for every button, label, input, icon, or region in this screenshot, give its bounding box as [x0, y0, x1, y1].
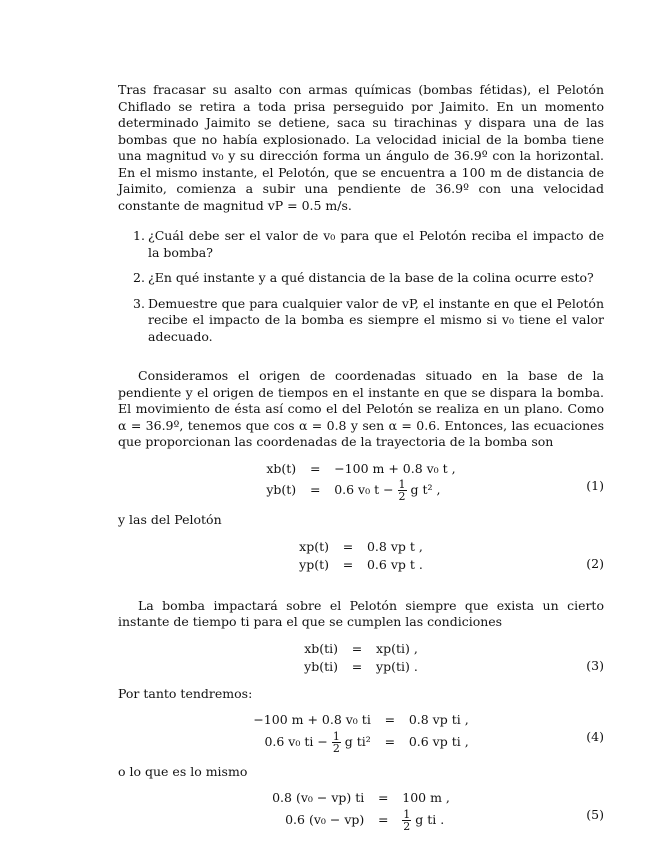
eq-rhs: 100 m , [402, 790, 450, 805]
equation-4 [118, 711, 604, 755]
equation-5 [118, 789, 604, 833]
eq-equals: = [351, 640, 363, 656]
question-number: 1. [133, 228, 145, 243]
eq-equals: = [309, 460, 321, 476]
equation-1 [118, 460, 604, 504]
eq-lhs: xb(t) [266, 460, 297, 476]
eq-equals: = [378, 790, 389, 805]
fraction-half: $\frac{1}{2}$ [332, 729, 340, 755]
eq-lhs: yb(ti) [304, 659, 339, 674]
eq-rhs: 0.8 vp t , [366, 538, 423, 554]
equation-number: (3) [586, 657, 604, 673]
eq-rhs: 0.6 vp ti , [408, 733, 469, 749]
fraction-half: $\frac{1}{2}$ [403, 807, 411, 833]
solution-paragraph: Consideramos el origen de coordenadas situado en la base de la pendiente y el origen de tiempos en el instante en que se dispara la bomba. El movimiento de ésta así como el del Pelotón se realiza en un plano. Como α = 36.9º, tenemos que cos α = 0.8 y sen α = 0.6. Entonces, las ecuaciones que proporcionan las coordenadas de la trayectoria de la bomba son [118, 368, 604, 449]
eq-equals: = [384, 712, 396, 727]
eq-lhs: xp(t) [299, 538, 329, 554]
question-list [118, 228, 604, 345]
eq-lhs: 0.6 (v₀ − vp) [285, 811, 365, 827]
eq-rhs: 0.6 v₀ t − $\frac{1}{2}$ g t² , [334, 478, 441, 503]
eq-equals: = [342, 557, 354, 572]
eq-equals: = [384, 733, 396, 749]
eq-lhs: 0.6 v₀ ti − $\frac{1}{2}$ g ti² [264, 729, 371, 755]
question-number: 3. [133, 295, 145, 311]
eq-equals: = [378, 811, 389, 827]
question-item [118, 228, 604, 261]
equation-number: (5) [586, 807, 604, 822]
problem-statement: Tras fracasar su asalto con armas químicas (bombas fétidas), el Pelotón Chiflado se retira a toda prisa perseguido por Jaimito. En un momento determinado Jaimito se detiene, saca su tirachinas y dispara una de las bombas que no había explosionado. La velocidad inicial de la bomba tiene una magnitud v₀ y su dirección forma un ángulo de 36.9º con la horizontal. En el mismo instante, el Pelotón, que se encuentra a 100 m de distancia de Jaimito, comienza a subir una pendiente de 36.9º con una velocidad constante de magnitud vP = 0.5 m/s. [118, 82, 604, 213]
fraction-half: $\frac{1}{2}$ [398, 478, 406, 503]
eq-rhs: yp(ti) . [376, 659, 418, 674]
document-page [118, 82, 604, 842]
eq-equals: = [351, 659, 363, 674]
eq-lhs: yb(t) [266, 482, 297, 498]
question-number: 2. [133, 270, 145, 285]
question-text: ¿En qué instante y a qué distancia de la base de la colina ocurre esto? [148, 270, 594, 285]
question-item [118, 296, 604, 346]
equation-3 [118, 640, 604, 677]
solution-paragraph: La bomba impactará sobre el Pelotón siempre que exista un cierto instante de tiempo ti para el que se cumplen las condiciones [118, 597, 604, 629]
eq-rhs: $\frac{1}{2}$ g ti . [403, 807, 445, 833]
question-text: ¿Cuál debe ser el valor de v₀ para que el Pelotón reciba el impacto de la bomba? [148, 228, 604, 260]
eq-lhs: yp(t) [299, 557, 329, 572]
eq-rhs: xp(ti) , [376, 640, 418, 656]
equation-number: (4) [586, 729, 604, 744]
question-text: Demuestre que para cualquier valor de vP, el instante en que el Pelotón recibe el impacto de la bomba es siempre el mismo si v₀ tiene el valor adecuado. [148, 295, 604, 344]
eq-rhs: 0.8 vp ti , [408, 712, 469, 727]
question-item [118, 270, 604, 287]
eq-lhs: −100 m + 0.8 v₀ ti [253, 712, 371, 727]
solution-paragraph: o lo que es lo mismo [118, 763, 248, 779]
equation-number: (1) [586, 477, 604, 493]
solution-paragraph: Por tanto tendremos: [118, 685, 253, 701]
eq-lhs: 0.8 (v₀ − vp) ti [272, 790, 365, 805]
eq-rhs: 0.6 vp t . [366, 557, 423, 572]
eq-rhs: −100 m + 0.8 v₀ t , [334, 460, 456, 476]
solution-paragraph: y las del Pelotón [118, 512, 222, 527]
equation-2 [118, 538, 604, 575]
eq-equals: = [309, 482, 321, 498]
eq-lhs: xb(ti) [304, 640, 339, 656]
eq-equals: = [342, 538, 354, 554]
equation-number: (2) [586, 555, 604, 571]
